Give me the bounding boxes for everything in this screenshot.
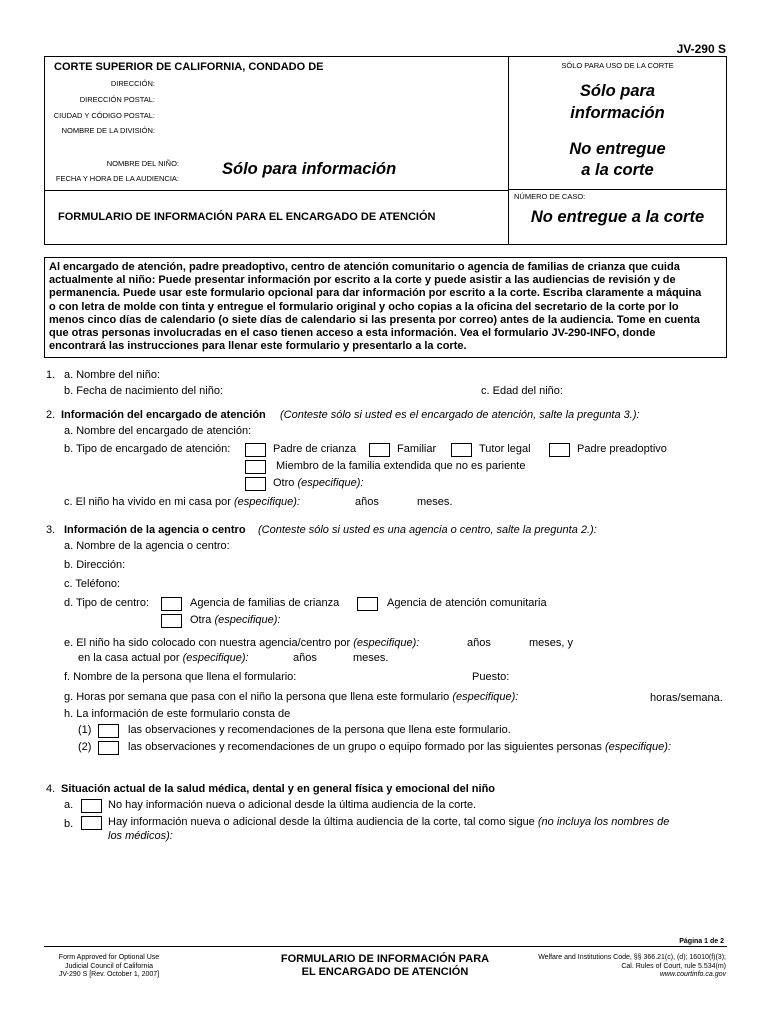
instructions-line: menos cinco días de calendario (o siete días de calendario si las presenta por correo) antes de la audiencia. Tome en cuenta: [49, 313, 700, 326]
q3-g-label: [64, 691, 518, 703]
division-label: NOMBRE DE LA DIVISIÓN:: [61, 126, 155, 135]
q4-a-label: No hay información nueva o adicional desde la última audiencia de la corte.: [108, 799, 477, 811]
q3-g-unit: horas/semana.: [650, 692, 723, 704]
q3-h2-label: [128, 741, 671, 753]
header-rule-left: [44, 190, 508, 191]
q3-d-label: d. Tipo de centro:: [64, 597, 149, 609]
q3-a-label: a. Nombre de la agencia o centro:: [64, 540, 230, 552]
court-title: CORTE SUPERIOR DE CALIFORNIA, CONDADO DE: [54, 61, 324, 73]
label-otra-spec: (especifique):: [214, 614, 281, 626]
checkbox-tutor-legal[interactable]: [451, 443, 472, 457]
checkbox-padre-preadoptivo[interactable]: [549, 443, 570, 457]
case-number-label: NÚMERO DE CASO:: [514, 192, 586, 201]
q2-title: Información del encargado de atención: [61, 409, 266, 421]
q3-title: Información de la agencia o centro: [64, 524, 246, 536]
label-tutor-legal: Tutor legal: [479, 443, 531, 455]
page-number: Página 1 de 2: [679, 938, 724, 945]
checkbox-q4-b[interactable]: [81, 816, 102, 830]
footer-title-line: EL ENCARGADO DE ATENCIÓN: [301, 966, 469, 978]
label-padre-crianza: Padre de crianza: [273, 443, 357, 455]
q1-c-label: c. Edad del niño:: [481, 385, 563, 397]
q3-h-label: h. La información de este formulario consta de: [64, 708, 291, 720]
q2-c-label: [64, 496, 300, 508]
q4-number: 4.: [46, 783, 56, 795]
footer-ref-line: Cal. Rules of Court, rule 5.534(m): [621, 962, 726, 970]
q2-number: 2.: [46, 409, 56, 421]
info-only-text: Sólo para información: [222, 160, 397, 178]
q3-e2-text: en la casa actual por: [78, 652, 180, 664]
footer-website-link[interactable]: www.courtinfo.ca.gov: [659, 971, 726, 978]
footer-approved-line: Form Approved for Optional Use: [58, 954, 160, 961]
q4-b-spec-line2: los médicos):: [108, 830, 173, 842]
q1-number: 1.: [46, 369, 56, 381]
label-otro: [273, 477, 364, 489]
q1-b-label: b. Fecha de nacimiento del niño:: [64, 385, 223, 397]
form-title: FORMULARIO DE INFORMACIÓN PARA EL ENCARGADO DE ATENCIÓN: [58, 211, 436, 223]
checkbox-miembro-familia[interactable]: [245, 460, 266, 474]
q3-e1-text: e. El niño ha sido colocado con nuestra agencia/centro por: [64, 637, 351, 649]
q3-e2-months: meses.: [353, 652, 389, 664]
instructions-line: actualmente al niño: Puede presentar información por escrito a la corte y puede asistir a las audiencias de revisión y de: [49, 274, 676, 287]
checkbox-h1[interactable]: [98, 724, 119, 738]
label-miembro-familia: Miembro de la familia extendida que no es pariente: [276, 460, 526, 472]
q3-h2-num: (2): [78, 741, 92, 753]
label-padre-preadoptivo: Padre preadoptivo: [577, 443, 667, 455]
court-info-line2: información: [570, 104, 665, 122]
q4-title: Situación actual de la salud médica, dental y en general física y emocional del niño: [61, 783, 496, 795]
q3-e1-spec: (especifique):: [353, 637, 420, 649]
footer-title-line: FORMULARIO DE INFORMACIÓN PARA: [280, 953, 490, 965]
q2-a-label: a. Nombre del encargado de atención:: [64, 425, 252, 437]
q3-number: 3.: [46, 524, 56, 536]
q3-g-text: g. Horas por semana que pasa con el niño la persona que llena este formulario: [64, 691, 450, 703]
checkbox-agencia-comunitaria[interactable]: [357, 597, 378, 611]
q4-b-letter: b.: [64, 818, 74, 830]
instructions-line: permanencia. Puede usar este formulario opcional para dar información por escrito a la corte. Escriba claramente a máquina: [49, 287, 702, 300]
q4-b-label: [108, 816, 669, 828]
footer-approved: [44, 954, 174, 980]
checkbox-otro[interactable]: [245, 477, 266, 491]
q2-c-spec: (especifique):: [233, 496, 301, 508]
case-noentregue-text: No entregue a la corte: [530, 208, 705, 226]
q3-e2-years: años: [293, 652, 317, 664]
q4-b-text: Hay información nueva o adicional desde la última audiencia de la corte, tal como sigue: [108, 816, 535, 828]
q3-h1-num: (1): [78, 724, 92, 736]
q4-a-letter: a.: [64, 799, 74, 811]
checkbox-q4-a[interactable]: [81, 799, 102, 813]
hearing-label: FECHA Y HORA DE LA AUDIENCIA:: [55, 174, 179, 183]
label-familiar: Familiar: [397, 443, 437, 455]
q3-f-label: f. Nombre de la persona que llena el formulario:: [64, 671, 297, 683]
instructions-line: que otras personas involucradas en el caso tienen acceso a esta información. Vea el formulario JV-290-INFO, donde: [49, 327, 656, 340]
q2-c-years: años: [355, 496, 379, 508]
instructions-line: o con letra de molde con tinta y entregue el formulario original y ocho copias a la oficina del secretario de la corte por lo: [49, 300, 679, 313]
footer-references: [538, 954, 726, 980]
q3-f-puesto: Puesto:: [472, 671, 510, 683]
q3-e2-spec: (especifique):: [182, 652, 249, 664]
q2-b-label: b. Tipo de encargado de atención:: [64, 443, 231, 455]
q3-e1-years: años: [467, 637, 491, 649]
address-label: DIRECCIÓN:: [110, 79, 155, 88]
court-noentregue-line2: a la corte: [581, 161, 654, 179]
q3-h2-text: las observaciones y recomendaciones de un grupo o equipo formado por las siguientes personas: [128, 741, 602, 753]
q3-e1-label: [64, 637, 419, 649]
court-use-label: SÓLO PARA USO DE LA CORTE: [561, 61, 674, 70]
q3-h1-label: las observaciones y recomendaciones de la persona que llena este formulario.: [128, 724, 511, 736]
checkbox-agencia-familias[interactable]: [161, 597, 182, 611]
q3-e1-months: meses, y: [529, 637, 574, 649]
q4-b-spec: (no incluya los nombres de: [537, 816, 670, 828]
footer-rule: [44, 946, 727, 947]
label-otro-text: Otro: [273, 477, 295, 489]
child-name-label: NOMBRE DEL NIÑO:: [106, 159, 179, 168]
checkbox-familiar[interactable]: [369, 443, 390, 457]
court-info-line1: Sólo para: [579, 82, 656, 100]
checkbox-padre-crianza[interactable]: [245, 443, 266, 457]
label-agencia-comunitaria: Agencia de atención comunitaria: [387, 597, 547, 609]
q3-b-label: b. Dirección:: [64, 559, 126, 571]
footer-approved-line: Judicial Council of California: [65, 962, 153, 970]
label-otra: [190, 614, 281, 626]
q2-c-text: c. El niño ha vivido en mi casa por: [64, 496, 231, 508]
q2-note: (Conteste sólo si usted es el encargado de atención, salte la pregunta 3.):: [280, 409, 640, 421]
instructions-text: [49, 261, 701, 353]
form-id: JV-290 S: [676, 42, 726, 56]
header-rule-right: [508, 189, 727, 190]
footer-ref-line: Welfare and Institutions Code, §§ 366.21(c), (d); 16010(f)(3);: [538, 954, 726, 961]
mailing-address-label: DIRECCIÓN POSTAL:: [79, 95, 155, 104]
city-zip-label: CIUDAD Y CÓDIGO POSTAL:: [53, 111, 155, 120]
q3-g-spec: (especifique):: [452, 691, 519, 703]
q1-a-label: a. Nombre del niño:: [64, 369, 160, 381]
q3-c-label: c. Teléfono:: [64, 578, 121, 590]
checkbox-otra[interactable]: [161, 614, 182, 628]
label-agencia-familias: Agencia de familias de crianza: [190, 597, 340, 609]
footer-approved-line: JV-290 S [Rev. October 1, 2007]: [58, 971, 160, 978]
court-noentregue-line1: No entregue: [569, 140, 666, 158]
footer-title: [250, 953, 520, 979]
instructions-line: Al encargado de atención, padre preadoptivo, centro de atención comunitario o agencia de familias de crianza que cuida: [49, 261, 680, 273]
checkbox-h2[interactable]: [98, 741, 119, 755]
instructions-line: encontrará las instrucciones para llenar este formulario y presentarlo a la corte.: [49, 340, 467, 353]
q3-note: (Conteste sólo si usted es una agencia o centro, salte la pregunta 2.):: [258, 524, 597, 536]
label-otra-text: Otra: [190, 614, 212, 626]
q3-e2-label: [78, 652, 249, 664]
q2-c-months: meses.: [417, 496, 453, 508]
label-otro-spec: (especifique):: [297, 477, 364, 489]
q3-h2-spec: (especifique):: [604, 741, 672, 753]
